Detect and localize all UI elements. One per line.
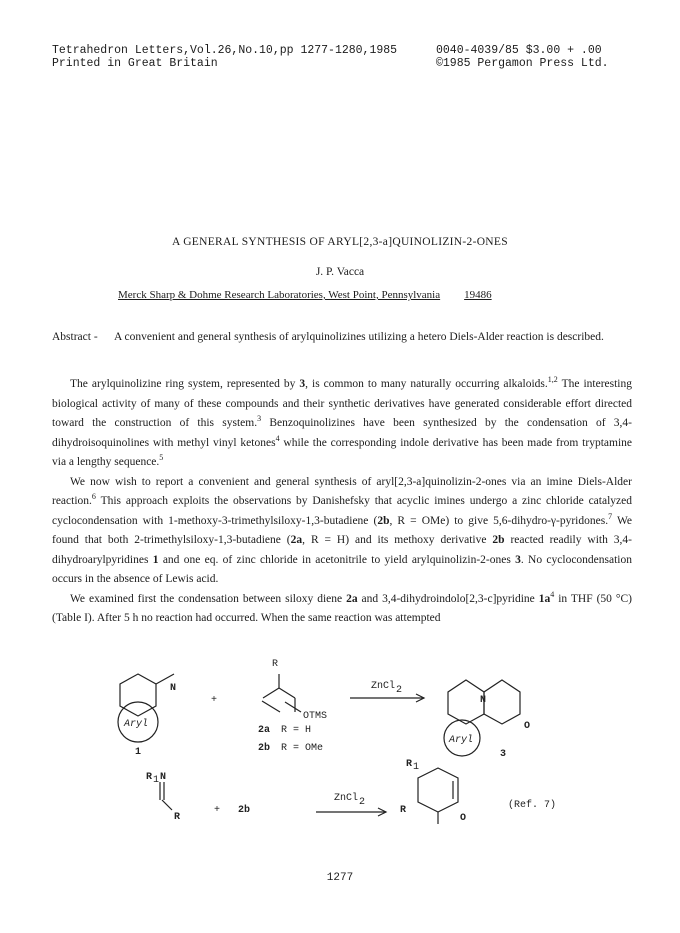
substituent-r: R [400, 805, 407, 816]
compound-2b-def: R = OMe [281, 743, 324, 754]
compound-3-ring-a [448, 680, 487, 724]
author: J. P. Vacca [315, 266, 365, 278]
plus-sign: + [214, 805, 221, 816]
p2-text: We found that both 2-trimethylsiloxy-1,3-butadiene ( [52, 514, 632, 546]
paragraph-2 [52, 473, 632, 590]
p3-compound: 1a [538, 592, 551, 605]
p1-text: while the corresponding indole derivative has been made from tryptamine via a lengthy sequence. [52, 436, 632, 468]
p2-text: and one eq. of zinc chloride in acetonitrile to yield arylquinolizin-2-ones [158, 553, 516, 566]
pyridone-ring [418, 768, 458, 812]
p2-text: . No cyclocondensation occurs in the absence of Lewis acid. [52, 553, 632, 585]
footnote-ref: 4 [275, 433, 280, 443]
compound-2b-label: 2b [238, 805, 251, 816]
bond [263, 688, 279, 698]
affiliation: Merck Sharp & Dohme Research Laboratories, West Point, Pennsylvania [118, 289, 441, 301]
p2-text: reacted readily with 3,4-dihydroarylpyridines [52, 534, 632, 566]
aryl-label: Aryl [449, 735, 474, 746]
substituent-r1: R [146, 772, 153, 783]
paper-title: A GENERAL SYNTHESIS OF ARYL[2,3-a]QUINOLIZIN-2-ONES [172, 236, 508, 248]
bond [162, 800, 172, 810]
p2-compound: 2b [492, 534, 505, 546]
p2-compound: 2b [377, 514, 390, 527]
oxygen-label: O [460, 813, 467, 824]
p2-text: This approach exploits the observations by Danishefsky that acyclic imines undergo a zinc chloride catalyzed cyclocondensation with 1-methoxy-3-trimethylsiloxy-1,3-butadiene ( [52, 495, 632, 527]
compound-1-label: 1 [135, 747, 142, 758]
p1-text: Benzoquinolizines have been synthesized by the condensation of 3,4-dihydroisoquinolines with methyl vinyl ketones [52, 417, 632, 449]
reagent-zncl2: ZnCl [334, 793, 359, 804]
p3-text: and 3,4-dihydroindolo[2,3-c]pyridine [357, 592, 539, 605]
reference-note: (Ref. 7) [508, 800, 557, 811]
subscript: 1 [153, 775, 160, 786]
p1-text: The arylquinolizine ring system, represented by [70, 378, 300, 390]
footnote-ref: 1,2 [547, 375, 558, 385]
p3-text: in THF (50 °C) (Table I). After 5 h no reaction had occurred. When the same reaction was attempted [52, 592, 632, 624]
p2-text: , R = H) and its methoxy derivative [302, 534, 493, 546]
p2-text: We now wish to report a convenient and general synthesis of aryl[2,3-a]quinolizin-2-ones via an imine Diels-Alder reaction. [52, 475, 632, 507]
reagent-subscript: 2 [396, 685, 403, 696]
footnote-ref: 5 [159, 453, 164, 463]
zip-code: 19486 [464, 289, 492, 301]
oxygen-label: O [524, 721, 531, 732]
p2-compound: 2a [290, 534, 303, 546]
reagent-zncl2: ZnCl [371, 681, 396, 692]
reaction-scheme [0, 652, 680, 852]
issn-price: 0040-4039/85 $3.00 + .00 [436, 44, 602, 57]
nitrogen-label: N [170, 683, 177, 694]
paragraph-3 [52, 590, 632, 629]
body-text [52, 375, 632, 629]
bond [279, 688, 295, 698]
journal-header [52, 44, 397, 70]
footnote-ref: 6 [91, 492, 96, 502]
compound-2a-label: 2a [258, 725, 271, 736]
nitrogen-label: N [480, 695, 487, 706]
substituent-r: R [174, 812, 181, 823]
compound-3-label: 3 [500, 749, 507, 760]
plus-sign: + [211, 695, 218, 706]
compound-3-ring-b [484, 680, 520, 724]
nitrogen-label: N [160, 772, 167, 783]
p3-compound: 2a [346, 592, 358, 605]
p1-text: , is common to many naturally occurring alkaloids. [305, 378, 548, 390]
substituent-r: R [272, 659, 279, 670]
subscript: 1 [413, 762, 420, 773]
copyright: ©1985 Pergamon Press Ltd. [436, 57, 609, 70]
compound-1-ring [120, 674, 156, 716]
page-number: 1277 [326, 872, 354, 884]
bond [285, 702, 301, 712]
footnote-ref: 7 [608, 511, 613, 521]
p3-text: We examined first the condensation between siloxy diene [70, 592, 347, 605]
footnote-ref: 3 [257, 414, 262, 424]
p1-text: The interesting biological activity of many of these compounds and their synthetic derivatives have generated considerable effort directed toward the construction of this system. [52, 378, 633, 429]
publisher-header [436, 44, 609, 70]
affiliation-line [118, 289, 492, 301]
journal-citation: Tetrahedron Letters,Vol.26,No.10,pp 1277-1280,1985 [52, 44, 398, 57]
substituent-r1: R [406, 759, 413, 770]
aryl-label: Aryl [124, 719, 149, 730]
printed-in: Printed in Great Britain [52, 57, 218, 70]
p1-compound: 3 [299, 378, 306, 390]
p2-text: , R = OMe) to give 5,6-dihydro-γ-pyridones. [389, 514, 609, 527]
abstract-text: A convenient and general synthesis of arylquinolizines utilizing a hetero Diels-Alder reaction is described. [114, 331, 604, 343]
paragraph-1 [52, 375, 632, 473]
p2-compound: 1 [152, 553, 159, 566]
abstract-label: Abstract - [52, 331, 98, 343]
compound-2a-def: R = H [281, 725, 312, 736]
p2-compound: 3 [515, 553, 521, 566]
abstract [52, 330, 632, 345]
reagent-subscript: 2 [359, 797, 366, 808]
footnote-ref: 4 [550, 589, 555, 599]
otms-label: OTMS [303, 711, 328, 722]
compound-2b-label: 2b [258, 743, 271, 754]
bond [262, 701, 280, 712]
